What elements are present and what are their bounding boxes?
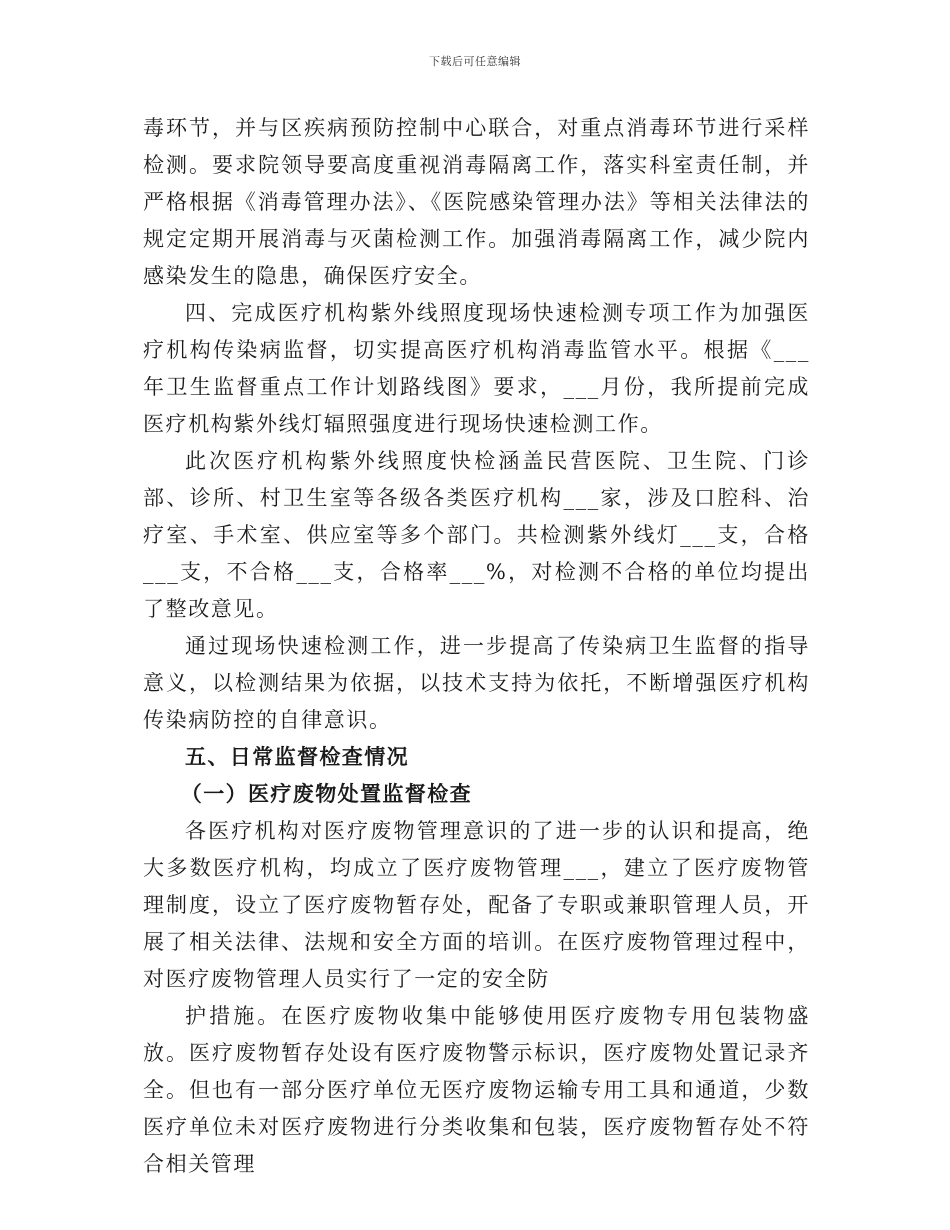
paragraph-uv-inspection-result: 通过现场快速检测工作，进一步提高了传染病卫生监督的指导意义，以检测结果为依据，以技术支持为依托，不断增强医疗机构传染病防控的自律意识。 <box>143 634 810 732</box>
paragraph-uv-inspection-task: 四、完成医疗机构紫外线照度现场快速检测专项工作为加强医疗机构传染病监督，切实提高医疗机构消毒监管水平。根据《___年卫生监督重点工作计划路线图》要求，___月份，我所提前完成医疗机构紫外线灯辐照强度进行现场快速检测工作。 <box>143 301 810 436</box>
paragraph-disinfection: 毒环节，并与区疾病预防控制中心联合，对重点消毒环节进行采样检测。要求院领导要高度重视消毒隔离工作，落实科室责任制，并严格根据《消毒管理办法》、《医院感染管理办法》等相关法律法的规定定期开展消毒与灭菌检测工作。加强消毒隔离工作，减少院内感染发生的隐患，确保医疗安全。 <box>143 116 810 288</box>
section-heading-routine-supervision: 五、日常监督检查情况 <box>185 745 409 769</box>
page-header-note: 下载后可任意编辑 <box>429 55 521 68</box>
paragraph-medical-waste-management: 各医疗机构对医疗废物管理意识的了进一步的认识和提高，绝大多数医疗机构，均成立了医疗废物管理___，建立了医疗废物管理制度，设立了医疗废物暂存处，配备了专职或兼职管理人员，开展了相关法律、法规和安全方面的培训。在医疗废物管理过程中，对医疗废物管理人员实行了一定的安全防 <box>143 819 810 991</box>
subsection-heading-medical-waste: （一）医疗废物处置监督检查 <box>180 782 472 806</box>
document-body <box>143 110 810 1183</box>
paragraph-medical-waste-protection: 护措施。在医疗废物收集中能够使用医疗废物专用包装物盛放。医疗废物暂存处设有医疗废物警示标识，医疗废物处置记录齐全。但也有一部分医疗单位无医疗废物运输专用工具和通道，少数医疗单位未对医疗废物进行分类收集和包装，医疗废物暂存处不符合相关管理 <box>143 1004 810 1176</box>
paragraph-uv-inspection-scope: 此次医疗机构紫外线照度快检涵盖民营医院、卫生院、门诊部、诊所、村卫生室等各级各类医疗机构___家，涉及口腔科、治疗室、手术室、供应室等多个部门。共检测紫外线灯___支，合格___支，不合格___支，合格率___%，对检测不合格的单位均提出了整改意见。 <box>143 449 810 621</box>
